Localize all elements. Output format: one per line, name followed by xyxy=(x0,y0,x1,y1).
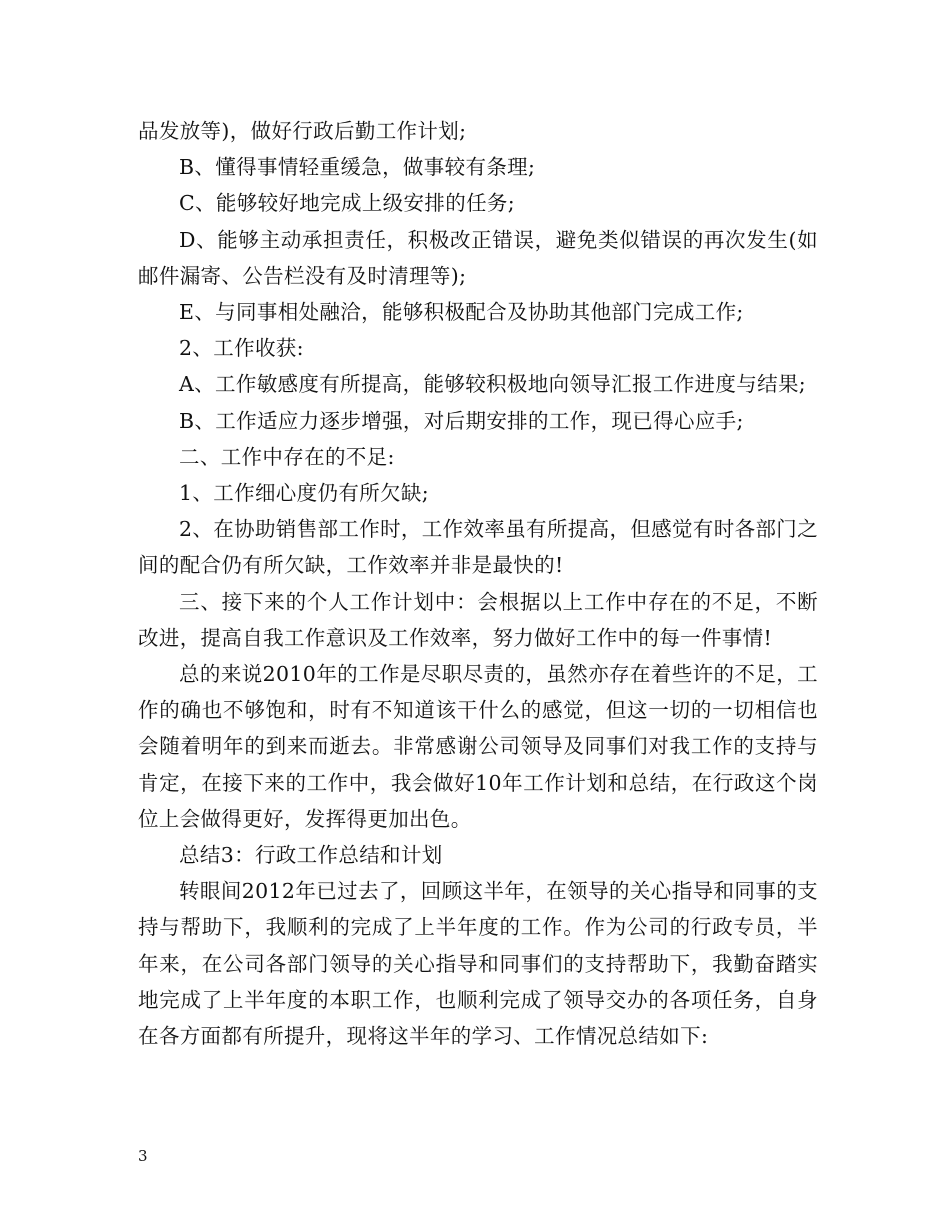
paragraph-next-plan: 三、接下来的个人工作计划中：会根据以上工作中存在的不足，不断改进，提高自我工作意识及工作效率，努力做好工作中的每一件事情! xyxy=(138,589,818,650)
paragraph-intro-2012: 转眼间2012年已过去了，回顾这半年，在领导的关心指导和同事的支持与帮助下，我顺利的完成了上半年度的工作。作为公司的行政专员，半年来，在公司各部门领导的关心指导和同事们的支持帮助下，我勤奋踏实地完成了上半年度的本职工作，也顺利完成了领导交办的各项任务，自身在各方面都有所提升，现将这半年的学习、工作情况总结如下: xyxy=(138,879,818,1049)
paragraph-continuation: 品发放等)，做好行政后勤工作计划; xyxy=(138,119,467,143)
paragraph-item-d: D、能够主动承担责任，积极改正错误，避免类似错误的再次发生(如邮件漏寄、公告栏没有及时清理等); xyxy=(138,227,818,288)
paragraph-item-c: C、能够较好地完成上级安排的任务; xyxy=(179,191,516,216)
section-heading-shortcomings: 二、工作中存在的不足: xyxy=(179,444,395,469)
section-heading-gains: 2、工作收获: xyxy=(179,336,304,361)
paragraph-summary-2010: 总的来说2010年的工作是尽职尽责的，虽然亦存在着些许的不足，工作的确也不够饱和，时有不知道该干什么的感觉，但这一切的一切相信也会随着明年的到来而逝去。非常感谢公司领导及同事们对我工作的支持与肯定，在接下来的工作中，我会做好10年工作计划和总结，在行政这个岗位上会做得更好，发挥得更加出色。 xyxy=(138,662,818,831)
section-heading-summary-3: 总结3：行政工作总结和计划 xyxy=(179,843,443,868)
document-body xyxy=(138,113,818,1054)
paragraph-item-b: B、懂得事情轻重缓急，做事较有条理; xyxy=(179,155,536,180)
paragraph-item-e: E、与同事相处融洽，能够积极配合及协助其他部门完成工作; xyxy=(179,300,744,325)
paragraph-gain-a: A、工作敏感度有所提高，能够较积极地向领导汇报工作进度与结果; xyxy=(179,372,807,397)
page-number: 3 xyxy=(138,1147,148,1165)
paragraph-gain-b: B、工作适应力逐步增强，对后期安排的工作，现已得心应手; xyxy=(179,408,744,433)
paragraph-shortcoming-1: 1、工作细心度仍有所欠缺; xyxy=(179,481,429,506)
paragraph-shortcoming-2: 2、在协助销售部工作时，工作效率虽有所提高，但感觉有时各部门之间的配合仍有所欠缺，工作效率并非是最快的! xyxy=(138,517,818,578)
